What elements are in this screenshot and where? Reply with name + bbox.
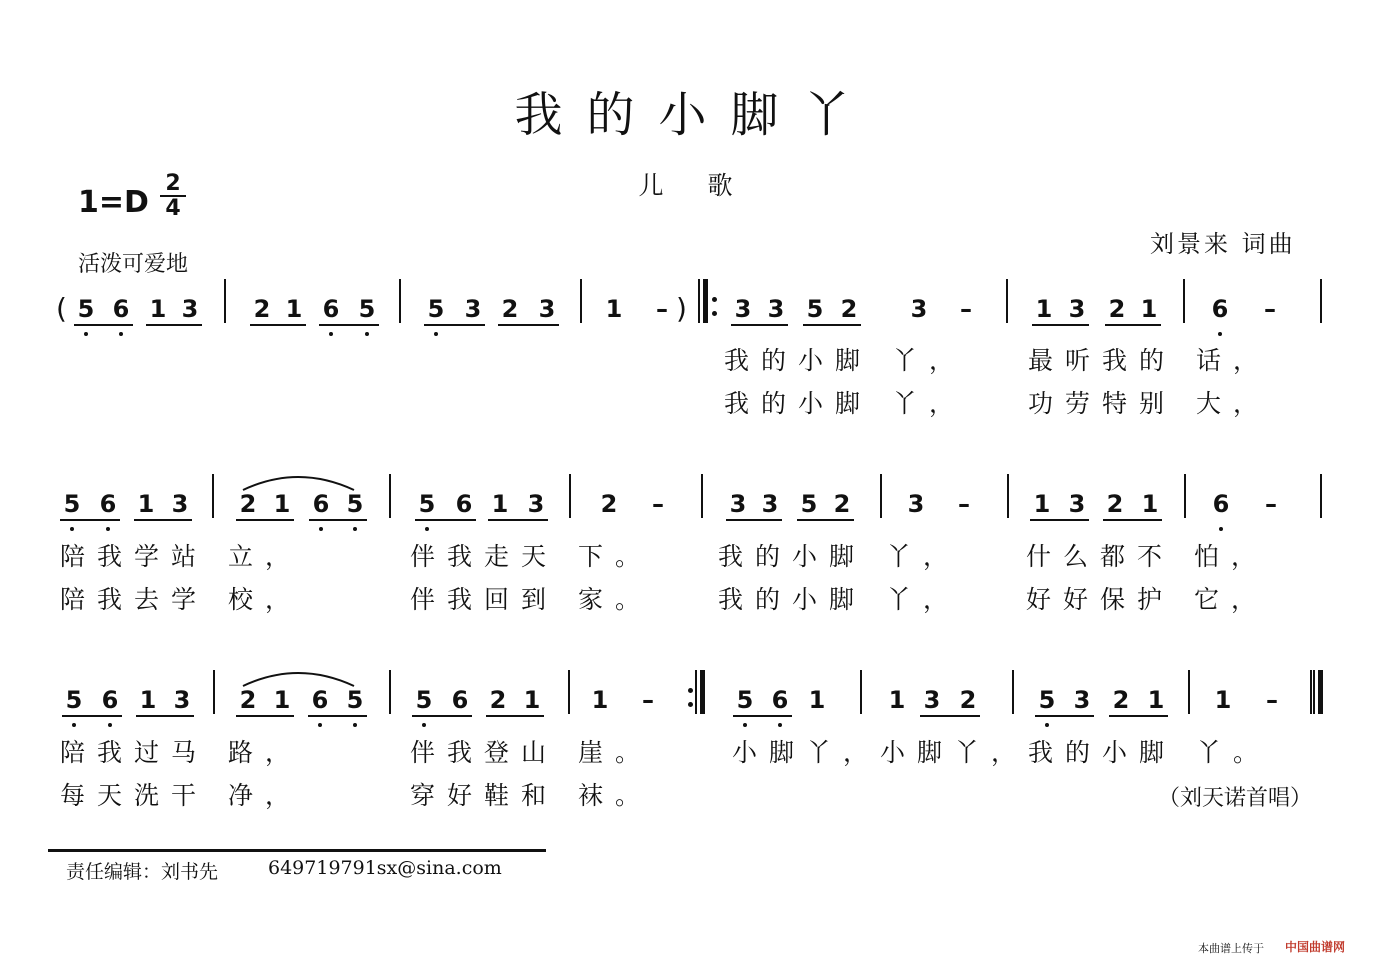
bar-line xyxy=(399,279,401,323)
tempo-marking: 活泼可爱地 xyxy=(78,252,189,277)
note-digit: 3 xyxy=(538,295,556,323)
eighth-underline xyxy=(236,519,294,521)
lyric-line: 陪我过马 路， xyxy=(60,738,302,767)
eighth-underline xyxy=(136,715,194,717)
note-digit: 1 xyxy=(149,295,167,323)
note-digit: 2 xyxy=(840,295,858,323)
dash-extension: – xyxy=(652,490,664,518)
eighth-underline xyxy=(146,324,202,326)
note-digit: 6 xyxy=(112,295,130,323)
octave-dot-below xyxy=(329,332,333,336)
note-digit: 3 xyxy=(464,295,482,323)
bar-line xyxy=(389,474,391,518)
note-digit: 2 xyxy=(239,490,257,518)
repeat-dot xyxy=(712,297,717,302)
thick-bar-line xyxy=(700,670,705,714)
bar-line xyxy=(569,474,571,518)
bar-line xyxy=(1006,279,1008,323)
dash-extension: – xyxy=(1265,490,1277,518)
lyric-line: 我的小脚 丫， xyxy=(718,585,960,614)
lyric-line: 陪我去学 校， xyxy=(60,585,302,614)
repeat-dot xyxy=(688,702,693,707)
note-digit: 2 xyxy=(959,686,977,714)
octave-dot-below xyxy=(318,723,322,727)
composer-credit: 刘景来 词曲 xyxy=(1150,230,1296,258)
eighth-underline xyxy=(415,519,476,521)
thin-bar-line xyxy=(1313,670,1315,714)
octave-dot-below xyxy=(778,723,782,727)
note-digit: 3 xyxy=(527,490,545,518)
lyric-line: 我的小脚 丫， xyxy=(718,542,960,571)
eighth-underline xyxy=(488,519,548,521)
note-digit: 3 xyxy=(181,295,199,323)
thin-bar-line xyxy=(698,279,700,323)
note-digit: 2 xyxy=(1112,686,1130,714)
note-digit: 1 xyxy=(1035,295,1053,323)
time-signature-numerator: 2 xyxy=(160,172,186,197)
lyric-line: 我的小脚 丫， xyxy=(724,346,966,375)
note-digit: 1 xyxy=(273,490,291,518)
lyric-line: 陪我学站 立， xyxy=(60,542,302,571)
bar-line xyxy=(580,279,582,323)
note-digit: 1 xyxy=(591,686,609,714)
lyric-line: 好好保护 它， xyxy=(1026,585,1268,614)
bar-line xyxy=(212,474,214,518)
lyric-line: 伴我回到 家。 xyxy=(410,585,652,614)
note-digit: 6 xyxy=(99,490,117,518)
eighth-underline xyxy=(1035,715,1094,717)
note-digit: 3 xyxy=(1068,490,1086,518)
eighth-underline xyxy=(74,324,133,326)
note-digit: 6 xyxy=(771,686,789,714)
note-digit: 5 xyxy=(800,490,818,518)
upload-watermark: 本曲谱上传于 xyxy=(1198,942,1264,955)
eighth-underline xyxy=(1032,324,1089,326)
dash-extension: – xyxy=(958,490,970,518)
note-digit: 1 xyxy=(491,490,509,518)
octave-dot-below xyxy=(72,723,76,727)
note-digit: 2 xyxy=(239,686,257,714)
bar-line xyxy=(1012,670,1014,714)
singer-credit: （刘天诺首唱） xyxy=(1158,786,1313,811)
lyric-line: 每天洗干 净， xyxy=(60,781,302,810)
note-digit: 3 xyxy=(910,295,928,323)
bar-line xyxy=(1320,474,1322,518)
lyric-line: 穿好鞋和 袜。 xyxy=(410,781,652,810)
lyric-line: 什么都不 怕， xyxy=(1026,542,1268,571)
note-digit: 1 xyxy=(1147,686,1165,714)
note-digit: 1 xyxy=(1214,686,1232,714)
note-digit: 3 xyxy=(767,295,785,323)
lyric-line: 最听我的 话， xyxy=(1028,346,1270,375)
site-logo: 中国曲谱网 xyxy=(1285,940,1346,954)
eighth-underline xyxy=(309,519,367,521)
note-digit: 6 xyxy=(1212,490,1230,518)
note-digit: 3 xyxy=(1073,686,1091,714)
note-digit: 1 xyxy=(808,686,826,714)
bar-line xyxy=(1188,670,1190,714)
note-digit: 5 xyxy=(427,295,445,323)
lyric-line: 我的小脚 丫， xyxy=(724,389,966,418)
note-digit: 6 xyxy=(451,686,469,714)
octave-dot-below xyxy=(319,527,323,531)
close-paren: ) xyxy=(676,292,687,325)
note-digit: 2 xyxy=(501,295,519,323)
octave-dot-below xyxy=(434,332,438,336)
note-digit: 3 xyxy=(761,490,779,518)
note-digit: 2 xyxy=(1106,490,1124,518)
note-digit: 1 xyxy=(137,490,155,518)
note-digit: 6 xyxy=(101,686,119,714)
eighth-underline xyxy=(731,324,788,326)
eighth-underline xyxy=(803,324,861,326)
eighth-underline xyxy=(797,519,854,521)
note-digit: 3 xyxy=(923,686,941,714)
bar-line xyxy=(568,670,570,714)
song-title: 我的小脚丫 xyxy=(514,87,875,143)
bar-line xyxy=(1184,474,1186,518)
score-row-3 xyxy=(0,686,1389,726)
eighth-underline xyxy=(62,715,122,717)
note-digit: 6 xyxy=(455,490,473,518)
bar-line xyxy=(389,670,391,714)
eighth-underline xyxy=(134,519,192,521)
bar-line xyxy=(224,279,226,323)
eighth-underline xyxy=(60,519,120,521)
song-genre: 儿 歌 xyxy=(638,171,751,200)
note-digit: 3 xyxy=(734,295,752,323)
eighth-underline xyxy=(726,519,782,521)
eighth-underline xyxy=(920,715,980,717)
bar-line xyxy=(1310,670,1312,714)
eighth-underline xyxy=(498,324,559,326)
eighth-underline xyxy=(1109,715,1168,717)
eighth-underline xyxy=(308,715,367,717)
open-paren: ( xyxy=(56,292,67,325)
note-digit: 1 xyxy=(1140,295,1158,323)
bar-line xyxy=(701,474,703,518)
lyric-line: 功劳特别 大， xyxy=(1028,389,1270,418)
note-digit: 1 xyxy=(888,686,906,714)
note-digit: 1 xyxy=(285,295,303,323)
lyric-line: 伴我走天 下。 xyxy=(410,542,652,571)
slur-row-2 xyxy=(240,470,360,494)
thick-bar-line xyxy=(1318,670,1323,714)
octave-dot-below xyxy=(353,527,357,531)
note-digit: 1 xyxy=(605,295,623,323)
octave-dot-below xyxy=(422,723,426,727)
note-digit: 5 xyxy=(346,686,364,714)
eighth-underline xyxy=(1103,519,1162,521)
time-signature xyxy=(160,172,186,220)
octave-dot-below xyxy=(353,723,357,727)
note-digit: 5 xyxy=(65,686,83,714)
octave-dot-below xyxy=(84,332,88,336)
note-digit: 3 xyxy=(729,490,747,518)
eighth-underline xyxy=(733,715,792,717)
note-digit: 5 xyxy=(736,686,754,714)
footer-divider xyxy=(48,849,546,852)
note-digit: 3 xyxy=(173,686,191,714)
thick-bar-line xyxy=(703,279,708,323)
slur-row-3 xyxy=(240,666,360,690)
bar-line xyxy=(860,670,862,714)
note-digit: 1 xyxy=(523,686,541,714)
bar-line xyxy=(880,474,882,518)
note-digit: 5 xyxy=(346,490,364,518)
octave-dot-below xyxy=(425,527,429,531)
note-digit: 5 xyxy=(1038,686,1056,714)
octave-dot-below xyxy=(1219,527,1223,531)
score-row-2 xyxy=(0,490,1389,530)
eighth-underline xyxy=(412,715,472,717)
note-digit: 5 xyxy=(418,490,436,518)
eighth-underline xyxy=(1105,324,1161,326)
thin-bar-line xyxy=(695,670,697,714)
octave-dot-below xyxy=(106,527,110,531)
dash-extension: – xyxy=(642,686,654,714)
note-digit: 5 xyxy=(77,295,95,323)
score-row-1 xyxy=(0,292,1389,335)
note-digit: 6 xyxy=(322,295,340,323)
note-digit: 2 xyxy=(600,490,618,518)
note-digit: 2 xyxy=(833,490,851,518)
bar-line xyxy=(1007,474,1009,518)
dash-extension: – xyxy=(960,295,972,323)
dash-extension: – xyxy=(1266,686,1278,714)
note-digit: 6 xyxy=(1211,295,1229,323)
octave-dot-below xyxy=(1218,332,1222,336)
eighth-underline xyxy=(424,324,485,326)
time-signature-denominator: 4 xyxy=(165,196,181,221)
octave-dot-below xyxy=(743,723,747,727)
key-signature: 1=D xyxy=(78,185,149,220)
note-digit: 1 xyxy=(139,686,157,714)
note-digit: 6 xyxy=(311,686,329,714)
note-digit: 6 xyxy=(312,490,330,518)
note-digit: 2 xyxy=(1108,295,1126,323)
bar-line xyxy=(213,670,215,714)
note-digit: 1 xyxy=(1141,490,1159,518)
octave-dot-below xyxy=(119,332,123,336)
bar-line xyxy=(1183,279,1185,323)
repeat-dot xyxy=(688,688,693,693)
bar-line xyxy=(1320,279,1322,323)
eighth-underline xyxy=(1030,519,1089,521)
dash-extension: – xyxy=(1264,295,1276,323)
note-digit: 1 xyxy=(273,686,291,714)
note-digit: 3 xyxy=(1068,295,1086,323)
lyric-line: 小脚丫，小脚丫，我的小脚 丫。 xyxy=(732,738,1270,767)
eighth-underline xyxy=(236,715,294,717)
editor-credit: 责任编辑：刘书先 xyxy=(66,861,219,883)
note-digit: 3 xyxy=(171,490,189,518)
editor-email: 649719791sx@sina.com xyxy=(268,857,502,879)
note-digit: 2 xyxy=(253,295,271,323)
repeat-dot xyxy=(712,311,717,316)
eighth-underline xyxy=(486,715,544,717)
note-digit: 5 xyxy=(806,295,824,323)
eighth-underline xyxy=(319,324,379,326)
note-digit: 5 xyxy=(358,295,376,323)
note-digit: 3 xyxy=(907,490,925,518)
octave-dot-below xyxy=(365,332,369,336)
octave-dot-below xyxy=(108,723,112,727)
note-digit: 1 xyxy=(1033,490,1051,518)
octave-dot-below xyxy=(1045,723,1049,727)
dash-extension: – xyxy=(656,295,668,323)
lyric-line: 伴我登山 崖。 xyxy=(410,738,652,767)
eighth-underline xyxy=(250,324,306,326)
note-digit: 5 xyxy=(63,490,81,518)
octave-dot-below xyxy=(70,527,74,531)
note-digit: 5 xyxy=(415,686,433,714)
note-digit: 2 xyxy=(489,686,507,714)
